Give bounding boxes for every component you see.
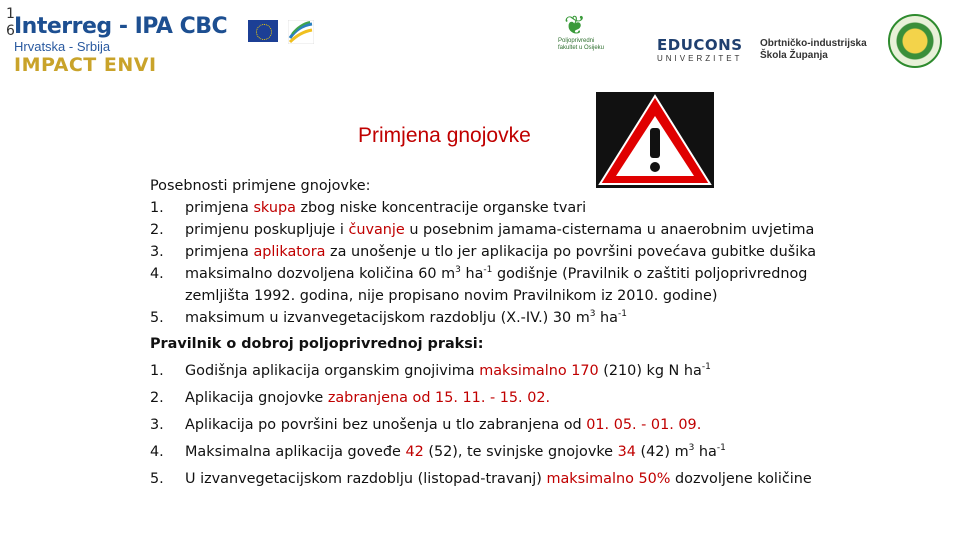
eu-flag-icon bbox=[248, 20, 278, 42]
section2-heading: Pravilnik o dobroj poljoprivrednoj praksi: bbox=[150, 336, 484, 352]
page-title: Primjena gnojovke bbox=[358, 124, 531, 147]
list-item: 1. Godišnja aplikacija organskim gnojivima maksimalno 170 (210) kg N $ha^{-1}$ bbox=[150, 362, 711, 379]
list-item: 4. maksimalno dozvoljena količina 60 $m^3$ $ha^{-1}$ godišnje (Pravilnik o zaštiti poljoprivrednog zemljišta 1992. godina, nije propisano novim Pravilnikom iz 2010. godine) bbox=[150, 265, 808, 304]
warning-icon bbox=[596, 92, 714, 188]
project-name: IMPACT ENVI bbox=[14, 54, 157, 76]
list-item: 4. Maksimalna aplikacija goveđe 42 (52), te svinjske gnojovke 34 (42) $m^3$ $ha^{-1}$ bbox=[150, 443, 726, 460]
interreg-brand: Interreg - IPA CBC bbox=[14, 14, 228, 39]
section1-heading: Posebnosti primjene gnojovke: bbox=[150, 178, 371, 194]
educons-main: EDUCONS bbox=[657, 36, 743, 54]
region-logo-icon bbox=[288, 20, 314, 44]
list-item: 3. primjena aplikatora za unošenje u tlo jer aplikacija po površini povećava gubitke dušika bbox=[150, 244, 817, 260]
obrtnicko-line1: Obrtničko-industrijska bbox=[760, 38, 867, 49]
slide-content bbox=[150, 175, 870, 490]
leaf-icon: ❦ bbox=[564, 10, 586, 40]
pfos-caption: Poljoprivredni fakultet u Osijeku bbox=[558, 38, 605, 51]
slide-number: 16 bbox=[6, 6, 15, 39]
list-item: 3. Aplikacija po površini bez unošenja u tlo zabranjena od 01. 05. - 01. 09. bbox=[150, 417, 702, 433]
educons-logo bbox=[657, 36, 743, 63]
pfos-logo bbox=[558, 12, 618, 52]
list-item: 2. primjenu poskupljuje i čuvanje u posebnim jamama-cisternama u anaerobnim uvjetima bbox=[150, 222, 815, 238]
obrtnicko-line2: Škola Županja bbox=[760, 50, 828, 61]
list-item: 1. primjena skupa zbog niske koncentracije organske tvari bbox=[150, 200, 587, 216]
list-item: 5. maksimum u izvanvegetacijskom razdoblju (X.-IV.) 30 $m^3$ $ha^{-1}$ bbox=[150, 309, 627, 326]
obrtnicko-logo bbox=[760, 38, 867, 62]
seal-icon bbox=[888, 14, 942, 68]
interreg-subtitle: Hrvatska - Srbija bbox=[14, 39, 111, 54]
list-item: 2. Aplikacija gnojovke zabranjena od 15. 11. - 15. 02. bbox=[150, 390, 551, 406]
interreg-logo bbox=[14, 14, 227, 76]
educons-sub: UNIVERZITET bbox=[657, 54, 743, 63]
list-item: 5. U izvanvegetacijskom razdoblju (listopad-travanj) maksimalno 50% dozvoljene količine bbox=[150, 471, 812, 487]
